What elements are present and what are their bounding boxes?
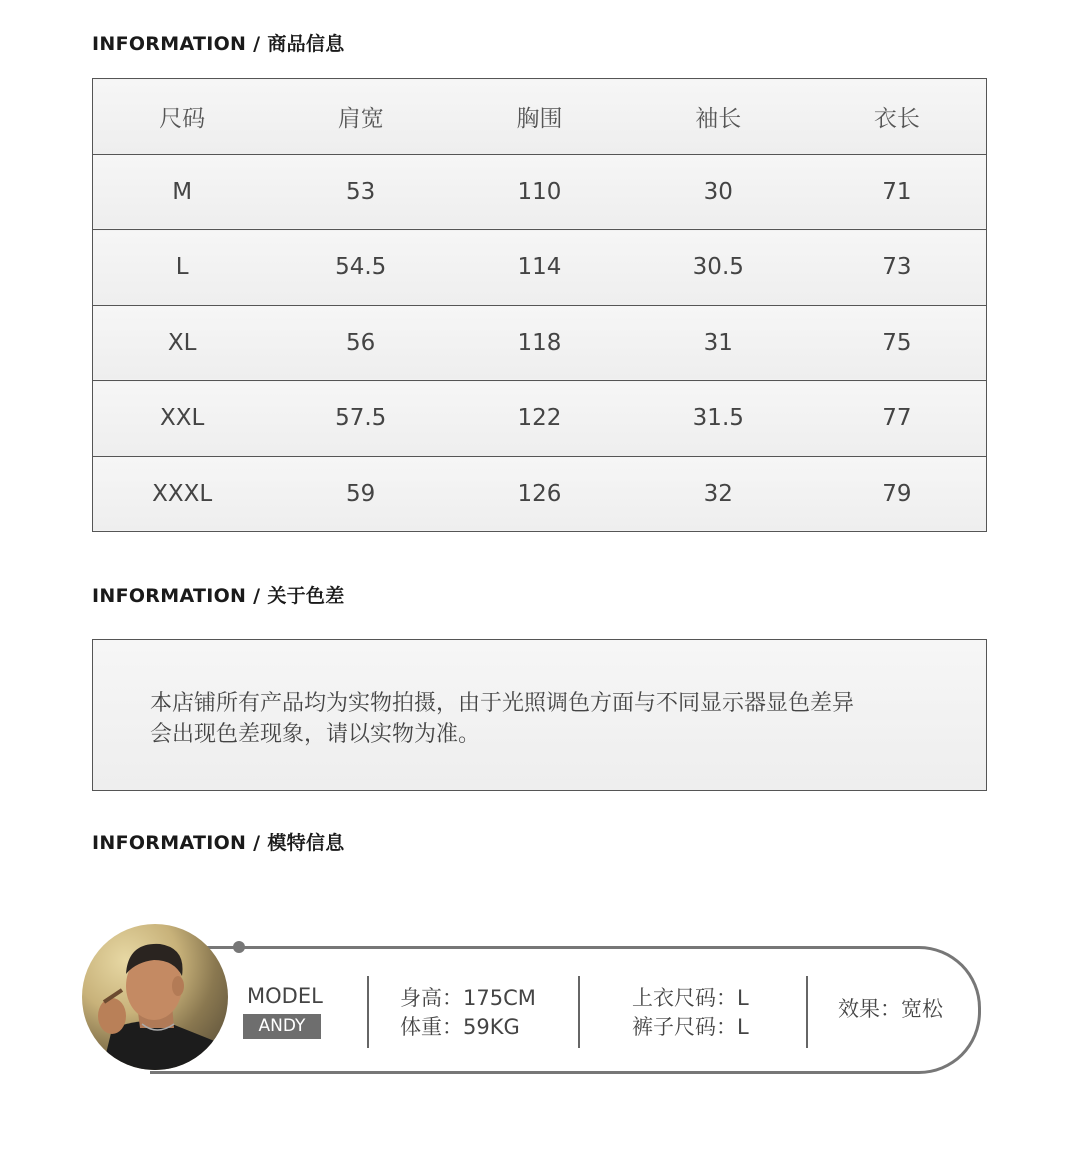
model-fit-effect: 效果：宽松: [838, 997, 943, 1021]
model-name-badge: ANDY: [243, 1014, 321, 1039]
table-cell: 31.5: [629, 381, 808, 457]
model-pants-size: 裤子尺码：L: [632, 1015, 749, 1039]
table-row: [93, 381, 987, 457]
model-section-title: INFORMATION / 模特信息: [92, 832, 345, 854]
model-weight: 体重：59KG: [400, 1015, 520, 1039]
table-row: [93, 456, 987, 532]
table-cell: 57.5: [271, 381, 450, 457]
color-note-text: [150, 688, 950, 750]
size-section-title: INFORMATION / 商品信息: [92, 33, 345, 55]
table-cell: 77: [808, 381, 987, 457]
table-cell: 71: [808, 154, 987, 230]
model-avatar-image: [82, 924, 228, 1070]
divider: [578, 976, 580, 1048]
table-cell: 31: [629, 305, 808, 381]
table-cell: 110: [450, 154, 629, 230]
table-cell: L: [93, 230, 272, 306]
model-height: 身高：175CM: [400, 986, 536, 1010]
header-length: 衣长: [808, 79, 987, 155]
table-cell: 59: [271, 456, 450, 532]
table-row: [93, 154, 987, 230]
table-cell: 75: [808, 305, 987, 381]
frame-dot: [233, 941, 245, 953]
table-cell: 56: [271, 305, 450, 381]
color-note-box: [92, 639, 987, 791]
table-cell: 32: [629, 456, 808, 532]
color-note-line: 本店铺所有产品均为实物拍摄，由于光照调色方面与不同显示器显色差异: [150, 691, 855, 716]
table-cell: 118: [450, 305, 629, 381]
table-cell: 114: [450, 230, 629, 306]
table-cell: XXL: [93, 381, 272, 457]
header-chest: 胸围: [450, 79, 629, 155]
table-cell: M: [93, 154, 272, 230]
table-header-row: [93, 79, 987, 155]
table-cell: 54.5: [271, 230, 450, 306]
table-row: [93, 230, 987, 306]
model-top-size: 上衣尺码：L: [632, 986, 749, 1010]
table-cell: 30: [629, 154, 808, 230]
size-table: [92, 78, 987, 532]
table-cell: 53: [271, 154, 450, 230]
table-cell: 73: [808, 230, 987, 306]
header-size: 尺码: [93, 79, 272, 155]
header-sleeve: 袖长: [629, 79, 808, 155]
model-avatar: [82, 924, 228, 1070]
table-row: [93, 305, 987, 381]
color-section-title: INFORMATION / 关于色差: [92, 585, 345, 607]
divider: [806, 976, 808, 1048]
divider: [367, 976, 369, 1048]
model-size-info: [632, 984, 749, 1042]
table-cell: 79: [808, 456, 987, 532]
table-cell: 30.5: [629, 230, 808, 306]
table-cell: XL: [93, 305, 272, 381]
table-cell: 126: [450, 456, 629, 532]
color-note-line: 会出现色差现象，请以实物为准。: [150, 722, 481, 747]
table-cell: 122: [450, 381, 629, 457]
model-label: MODEL: [247, 984, 323, 1008]
header-shoulder: 肩宽: [271, 79, 450, 155]
model-body-info: [400, 984, 536, 1042]
table-cell: XXXL: [93, 456, 272, 532]
